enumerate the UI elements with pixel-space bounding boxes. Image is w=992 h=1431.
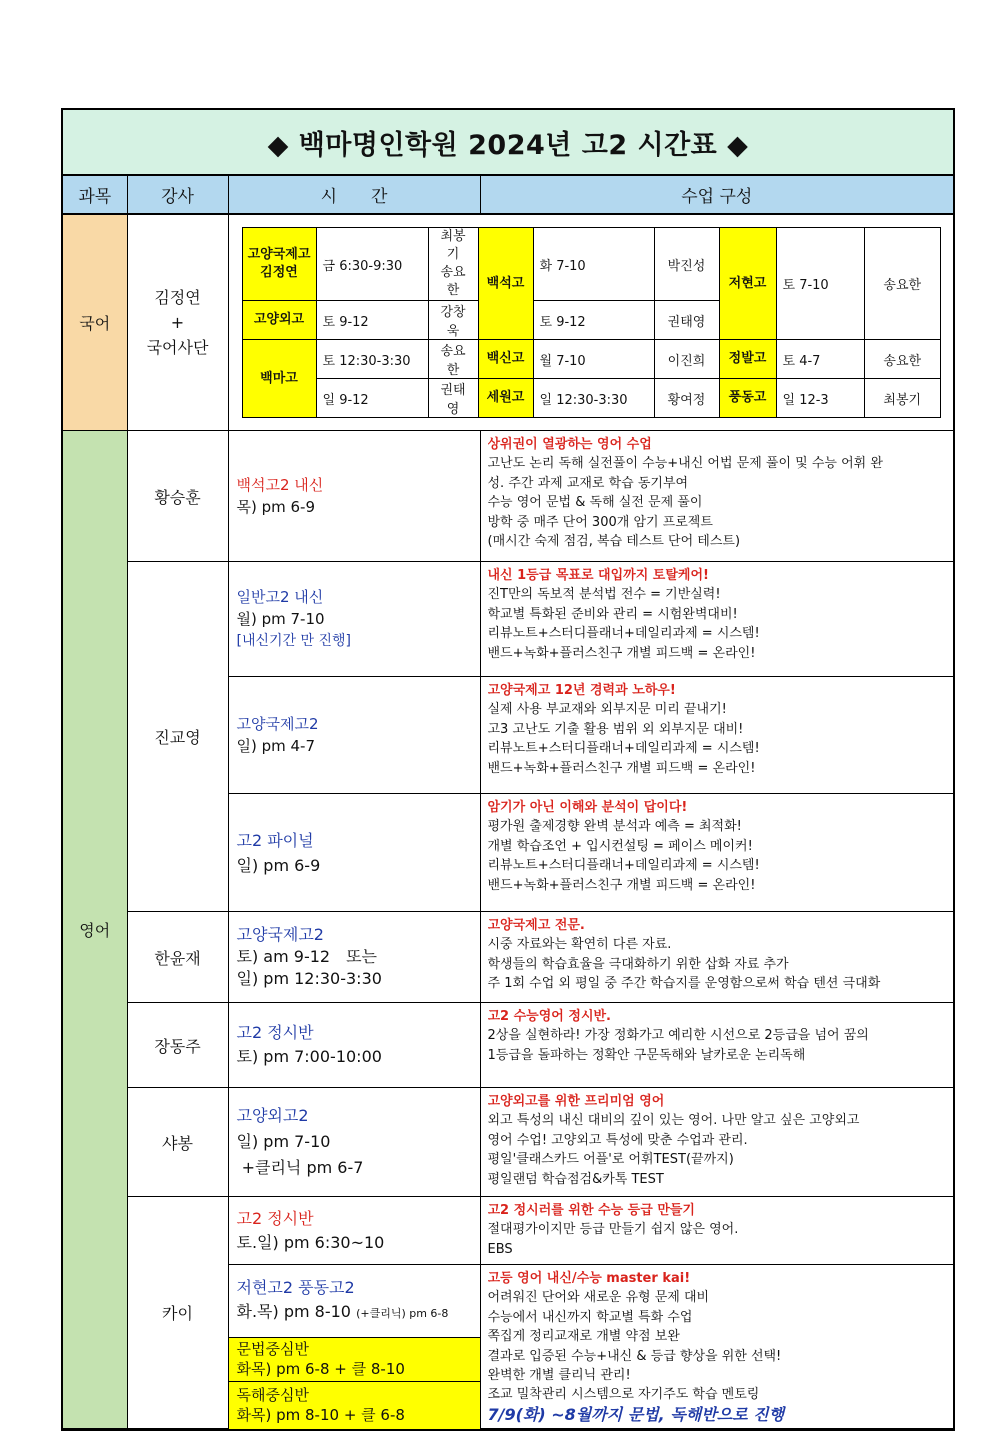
desc-line: 리뷰노트+스터디플래너+데일리과제 = 시스템! [487, 741, 760, 757]
class-teacher: 권태영 [428, 379, 478, 418]
desc-title: 고양국제고 전문. [487, 918, 585, 933]
class-description [480, 562, 953, 677]
class-time: 화.목) pm 8-10 [236, 1301, 351, 1321]
class-time: 일) pm 6-9 [236, 855, 321, 875]
teacher-name: 황승훈 [127, 431, 228, 562]
desc-line: 영어 수업! 고양외고 특성에 맞춘 수업과 관리. [487, 1132, 748, 1148]
class-time: 토 12:30-3:30 [316, 340, 428, 379]
school-label: 백신고 [478, 340, 533, 379]
desc-title: 내신 1등급 목표로 대입까지 토탈케어! [487, 568, 709, 583]
class-title: 고양국제고2 [236, 925, 324, 944]
desc-line: 주 1회 수업 외 평일 중 주간 학습지를 운영함으로써 학습 텐션 극대화 [487, 976, 881, 992]
desc-line: 고3 고난도 기출 활용 범위 외 외부지문 대비! [487, 721, 744, 737]
class-row [63, 1197, 953, 1265]
school-label: 고양국제고 김정연 [242, 228, 316, 301]
desc-line: 실제 사용 부교재와 외부지문 미리 끝내기! [487, 702, 727, 718]
desc-line: 완벽한 개별 클리닉 관리! [487, 1368, 631, 1384]
desc-line: 리뷰노트+스터디플래너+데일리과제 = 시스템! [487, 858, 760, 874]
class-schedule [228, 1265, 480, 1338]
desc-line: 외고 특성의 내신 대비의 깊이 있는 영어. 나만 알고 싶은 고양외고 [487, 1113, 860, 1129]
class-title: 문법중심반 [236, 1340, 309, 1359]
page-title: ◆ 백마명인학원 2024년 고2 시간표 ◆ [63, 110, 953, 176]
class-row [63, 562, 953, 677]
korean-schedule [242, 227, 942, 418]
class-schedule [228, 1088, 480, 1197]
class-title: 고2 정시반 [236, 1023, 314, 1042]
class-time: 월 7-10 [533, 340, 654, 379]
class-description [480, 1197, 953, 1265]
desc-line: 학생들의 학습효율을 극대화하기 위한 삽화 자료 추가 [487, 956, 789, 972]
class-time: 토 7-10 [776, 228, 864, 340]
subject-korean: 국어 [63, 214, 127, 431]
class-time: 토.일) pm 6:30~10 [236, 1232, 385, 1252]
class-schedule [228, 562, 480, 677]
desc-line: 쪽집게 정리교재로 개별 약점 보완 [487, 1329, 680, 1345]
class-teacher: 송요한 [864, 228, 941, 340]
school-label: 고양외고 [242, 301, 316, 340]
class-title: 일반고2 내신 [236, 588, 324, 606]
class-row [63, 1088, 953, 1197]
desc-title: 고양국제고 12년 경력과 노하우! [487, 683, 676, 698]
class-time: 목) pm 6-9 [236, 498, 316, 516]
desc-line: 2상을 실현하라! 가장 정화가고 예리한 시선으로 2등급을 넘어 꿈의 [487, 1028, 869, 1044]
desc-line: 평일'클래스카드 어플'로 어휘TEST(끝까지) [487, 1152, 734, 1168]
desc-line: 성. 주간 과제 교재로 학습 동기부여 [487, 475, 689, 491]
class-time: 토 9-12 [316, 301, 428, 340]
class-teacher: 송요한 [428, 340, 478, 379]
class-time: 일 9-12 [316, 379, 428, 418]
desc-line: 고난도 논리 독해 실전풀이 수능+내신 어법 문제 풀이 및 수능 어휘 완 [487, 456, 883, 472]
class-title: 고양국제고2 [236, 715, 319, 733]
teacher-name: 장동주 [127, 1003, 228, 1088]
header-row [63, 176, 953, 214]
desc-line: 밴드+녹화+플러스친구 개별 피드백 = 온라인! [487, 877, 756, 893]
school-label: 백마고 [242, 340, 316, 418]
class-schedule [228, 794, 480, 912]
class-teacher: 최봉기 [864, 379, 941, 418]
desc-line: 1등급을 돌파하는 정확안 구문독해와 날카로운 논리독해 [487, 1047, 806, 1063]
class-schedule [228, 912, 480, 1003]
class-teacher: 송요한 [864, 340, 941, 379]
reading-class [228, 1381, 480, 1428]
header-teacher: 강사 [127, 176, 228, 214]
class-time: 월) pm 7-10 [236, 610, 325, 628]
desc-title: 고2 수능영어 정시반. [487, 1009, 611, 1024]
timetable-grid [63, 176, 953, 1429]
desc-line: 시중 자료와는 확연히 다른 자료. [487, 937, 672, 953]
desc-line: 밴드+녹화+플러스친구 개별 피드백 = 온라인! [487, 645, 756, 661]
desc-line: 진T만의 독보적 분석법 전수 = 기반실력! [487, 587, 721, 603]
class-title: 고양외고2 [236, 1106, 309, 1125]
teacher-name: 한윤재 [127, 912, 228, 1003]
desc-line: 수능 영어 문법 & 독해 실전 문제 풀이 [487, 495, 703, 511]
timetable [61, 108, 955, 1431]
korean-teacher: 김정연 + 국어사단 [127, 214, 228, 431]
class-teacher: 박진성 [654, 228, 719, 301]
class-description [480, 1003, 953, 1088]
class-time: 토) am 9-12 또는 [236, 947, 377, 966]
class-time: 일) pm 7-10 [236, 1132, 331, 1151]
school-label: 저현고 [719, 228, 776, 340]
desc-line: 방학 중 매주 단어 300개 암기 프로젝트 [487, 514, 713, 530]
desc-title: 고2 정시러를 위한 수능 등급 만들기 [487, 1203, 695, 1218]
class-description [480, 1088, 953, 1197]
korean-schedule-cell [228, 214, 953, 431]
class-schedule [228, 677, 480, 794]
teacher-name: 진교영 [127, 562, 228, 912]
desc-title: 고양외고를 위한 프리미엄 영어 [487, 1094, 665, 1109]
teacher-name: 카이 [127, 1197, 228, 1429]
school-label: 세원고 [478, 379, 533, 418]
school-label: 백석고 [478, 228, 533, 340]
class-time: 화목) pm 6-8 + 클 8-10 [236, 1360, 405, 1379]
class-time: 일) pm 4-7 [236, 737, 316, 755]
class-time: 토 4-7 [776, 340, 864, 379]
korean-row [63, 214, 953, 431]
class-time: 금 6:30-9:30 [316, 228, 428, 301]
class-time: 화목) pm 8-10 + 클 6-8 [236, 1406, 405, 1425]
desc-line: 절대평가이지만 등급 만들기 쉽지 않은 영어. [487, 1222, 739, 1238]
desc-title: 상위권이 열광하는 영어 수업 [487, 437, 652, 452]
class-description [480, 677, 953, 794]
desc-line: 어려워진 단어와 새로운 유형 문제 대비 [487, 1290, 710, 1306]
class-row [63, 912, 953, 1003]
class-title: 백석고2 내신 [236, 476, 324, 494]
teacher-name: 샤봉 [127, 1088, 228, 1197]
class-title: 고2 파이널 [236, 830, 314, 850]
desc-line: (매시간 숙제 점검, 복습 테스트 단어 테스트) [487, 534, 741, 550]
class-description [480, 431, 953, 562]
class-clinic: (+클리닉) pm 6-8 [356, 1306, 449, 1320]
class-time: 일 12-3 [776, 379, 864, 418]
class-time: 토 9-12 [533, 301, 654, 340]
class-title: 저현고2 풍동고2 [236, 1277, 355, 1297]
class-row [63, 1003, 953, 1088]
class-title: 독해중심반 [236, 1386, 309, 1405]
class-schedule [228, 1197, 480, 1265]
class-teacher: 황여정 [654, 379, 719, 418]
class-schedule [228, 431, 480, 562]
desc-line: 학교별 특화된 준비와 관리 = 시험완벽대비! [487, 606, 738, 622]
desc-line: EBS [487, 1241, 513, 1257]
schedule-note: 7/9(화) ~8월까지 문법, 독해반으로 진행 [487, 1404, 785, 1424]
class-teacher: 이진희 [654, 340, 719, 379]
desc-line: 개별 학습조언 + 입시컨설팅 = 페이스 메이커! [487, 838, 753, 854]
desc-line: 평가원 출제경향 완벽 분석과 예측 = 최적화! [487, 819, 742, 835]
class-description [480, 912, 953, 1003]
class-clinic: +클리닉 pm 6-7 [236, 1158, 364, 1177]
desc-title: 고등 영어 내신/수능 master kai! [487, 1271, 691, 1286]
desc-line: 수능에서 내신까지 학교별 특화 수업 [487, 1309, 693, 1325]
school-label: 풍동고 [719, 379, 776, 418]
desc-line: 평일랜덤 학습점검&카톡 TEST [487, 1171, 664, 1187]
class-time: 일 12:30-3:30 [533, 379, 654, 418]
class-teacher: 강창욱 [428, 301, 478, 340]
desc-line: 결과로 입증된 수능+내신 & 등급 향상을 위한 선택! [487, 1348, 782, 1364]
subject-english: 영어 [63, 431, 127, 1429]
school-label: 정발고 [719, 340, 776, 379]
class-description [480, 1265, 953, 1429]
header-time: 시 간 [228, 176, 480, 214]
class-row [63, 431, 953, 562]
grammar-class [228, 1337, 480, 1381]
class-description [480, 794, 953, 912]
class-time: 화 7-10 [533, 228, 654, 301]
class-time: 일) pm 12:30-3:30 [236, 969, 382, 988]
class-title: 고2 정시반 [236, 1208, 314, 1228]
desc-line: 밴드+녹화+플러스친구 개별 피드백 = 온라인! [487, 760, 756, 776]
class-time: 토) pm 7:00-10:00 [236, 1047, 382, 1066]
header-subject: 과목 [63, 176, 127, 214]
header-composition: 수업 구성 [480, 176, 953, 214]
class-teacher: 최봉기 송요한 [428, 228, 478, 301]
desc-title: 암기가 아닌 이해와 분석이 답이다! [487, 800, 688, 815]
desc-line: 리뷰노트+스터디플래너+데일리과제 = 시스템! [487, 626, 760, 642]
desc-line: 조교 밀착관리 시스템으로 자기주도 학습 멘토링 [487, 1387, 760, 1403]
class-note: [내신기간 만 진행] [236, 633, 351, 649]
class-schedule [228, 1003, 480, 1088]
class-teacher: 권태영 [654, 301, 719, 340]
